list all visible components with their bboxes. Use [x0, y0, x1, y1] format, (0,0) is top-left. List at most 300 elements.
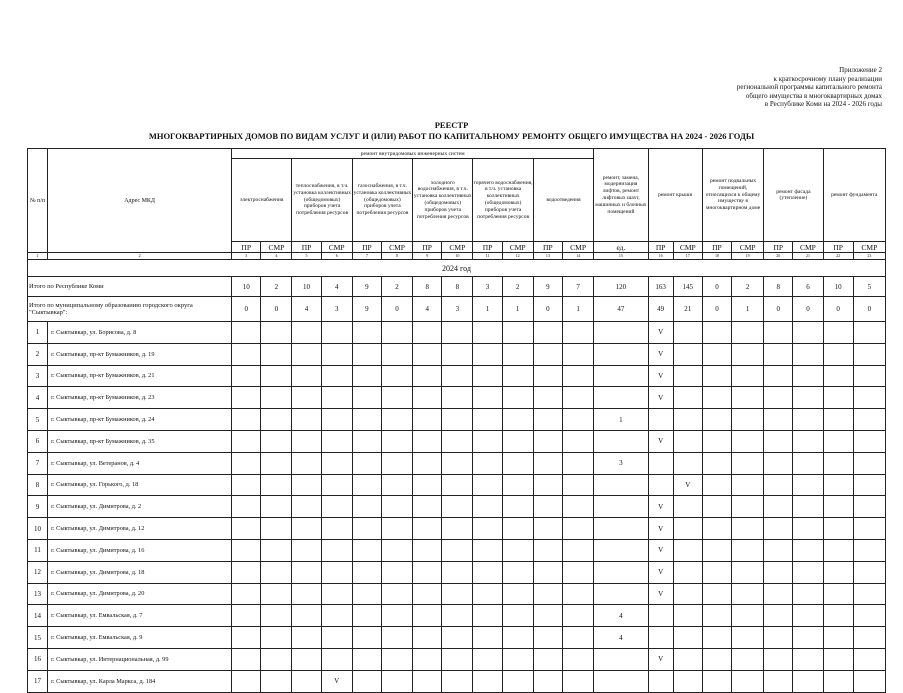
- row-cell: [232, 322, 261, 344]
- column-number: 13: [533, 253, 562, 260]
- totals-value: 120: [594, 277, 648, 297]
- row-cell: [673, 343, 702, 365]
- row-cell: [502, 387, 533, 409]
- row-cell: [533, 670, 562, 692]
- row-mark: 4: [594, 605, 648, 627]
- totals-value: 0: [261, 297, 292, 322]
- row-cell: [261, 627, 292, 649]
- row-cell: [764, 648, 793, 670]
- row-cell: [413, 518, 442, 540]
- row-cell: [232, 561, 261, 583]
- row-cell: [764, 387, 793, 409]
- row-cell: [413, 452, 442, 474]
- row-cell: [594, 496, 648, 518]
- row-cell: [502, 365, 533, 387]
- table-row: [28, 322, 886, 344]
- table-row: [28, 496, 886, 518]
- row-cell: [381, 322, 412, 344]
- row-cell: [793, 343, 823, 365]
- totals-value: 4: [292, 297, 321, 322]
- row-cell: [292, 452, 321, 474]
- column-number: 5: [292, 253, 321, 260]
- row-cell: [442, 670, 473, 692]
- row-cell: [673, 539, 702, 561]
- header-smr: СМР: [562, 242, 593, 253]
- row-cell: [502, 539, 533, 561]
- row-mark: V: [673, 474, 702, 496]
- row-cell: [533, 518, 562, 540]
- row-cell: [562, 561, 593, 583]
- header-smr: СМР: [321, 242, 352, 253]
- column-number: 21: [793, 253, 823, 260]
- row-cell: [321, 583, 352, 605]
- row-cell: [732, 365, 764, 387]
- row-cell: [352, 365, 381, 387]
- row-cell: [442, 539, 473, 561]
- row-cell: [764, 496, 793, 518]
- row-cell: [442, 561, 473, 583]
- appendix-line: общего имущества в многоквартирных домах: [745, 91, 882, 100]
- totals-value: 8: [764, 277, 793, 297]
- row-cell: [764, 343, 793, 365]
- row-cell: [261, 583, 292, 605]
- row-cell: [533, 409, 562, 431]
- row-cell: [413, 496, 442, 518]
- header-smr: СМР: [853, 242, 885, 253]
- row-cell: [381, 430, 412, 452]
- row-cell: [261, 518, 292, 540]
- totals-value: 7: [562, 277, 593, 297]
- table-row: [28, 670, 886, 692]
- row-address: г. Сыктывкар, пр-кт Бумажников, д. 19: [48, 343, 232, 365]
- row-address: г. Сыктывкар, пр-кт Бумажников, д. 23: [48, 387, 232, 409]
- header-smr: СМР: [261, 242, 292, 253]
- row-cell: [702, 496, 731, 518]
- row-cell: [793, 409, 823, 431]
- row-cell: [594, 670, 648, 692]
- row-address: г. Сыктывкар, ул. Димитрова, д. 16: [48, 539, 232, 561]
- row-cell: [562, 322, 593, 344]
- row-cell: [381, 518, 412, 540]
- row-cell: [442, 518, 473, 540]
- row-address: г. Сыктывкар, ул. Димитрова, д. 18: [48, 561, 232, 583]
- row-cell: [594, 430, 648, 452]
- row-cell: [732, 343, 764, 365]
- row-cell: [562, 430, 593, 452]
- row-cell: [702, 605, 731, 627]
- column-number: 23: [853, 253, 885, 260]
- document-subtitle: МНОГОКВАРТИРНЫХ ДОМОВ ПО ВИДАМ УСЛУГ И (ИЛИ) РАБОТ ПО КАПИТАЛЬНОМУ РЕМОНТУ ОБЩЕГО ИМУЩЕСТВА НА 2024 - 2026 ГОДЫ: [148, 131, 755, 141]
- row-cell: [823, 670, 853, 692]
- row-cell: [321, 343, 352, 365]
- row-cell: [562, 648, 593, 670]
- header-pr: ПР: [702, 242, 731, 253]
- row-cell: [502, 583, 533, 605]
- row-cell: [232, 627, 261, 649]
- table-row: [28, 518, 886, 540]
- row-cell: [702, 670, 731, 692]
- header-pr: ПР: [473, 242, 502, 253]
- row-cell: [764, 583, 793, 605]
- row-cell: [261, 409, 292, 431]
- row-cell: [321, 387, 352, 409]
- header-smr: СМР: [673, 242, 702, 253]
- row-number: 14: [28, 605, 48, 627]
- row-cell: [533, 430, 562, 452]
- row-cell: [261, 648, 292, 670]
- row-cell: [442, 627, 473, 649]
- row-cell: [292, 343, 321, 365]
- row-cell: [473, 605, 502, 627]
- row-cell: [764, 430, 793, 452]
- totals-value: 49: [648, 297, 673, 322]
- row-cell: [562, 605, 593, 627]
- row-cell: [673, 648, 702, 670]
- row-cell: [594, 583, 648, 605]
- header-smr: СМР: [502, 242, 533, 253]
- row-cell: [533, 561, 562, 583]
- row-cell: [562, 452, 593, 474]
- row-cell: [823, 343, 853, 365]
- row-cell: [352, 322, 381, 344]
- row-cell: [232, 343, 261, 365]
- row-cell: [648, 670, 673, 692]
- row-cell: [261, 365, 292, 387]
- row-cell: [473, 627, 502, 649]
- row-cell: [292, 583, 321, 605]
- totals-value: 1: [562, 297, 593, 322]
- row-cell: [562, 387, 593, 409]
- row-cell: [853, 605, 885, 627]
- row-cell: [562, 365, 593, 387]
- row-cell: [764, 452, 793, 474]
- row-cell: [321, 627, 352, 649]
- row-number: 15: [28, 627, 48, 649]
- row-cell: [473, 539, 502, 561]
- row-cell: [732, 627, 764, 649]
- row-cell: [853, 474, 885, 496]
- totals-value: 9: [352, 297, 381, 322]
- header-pr: ПР: [413, 242, 442, 253]
- row-cell: [562, 670, 593, 692]
- row-cell: [764, 365, 793, 387]
- row-cell: [442, 496, 473, 518]
- row-cell: [853, 648, 885, 670]
- row-cell: [321, 605, 352, 627]
- row-address: г. Сыктывкар, ул. Емвальская, д. 7: [48, 605, 232, 627]
- row-cell: [502, 409, 533, 431]
- row-cell: [381, 583, 412, 605]
- row-number: 10: [28, 518, 48, 540]
- row-cell: [853, 627, 885, 649]
- row-cell: [352, 343, 381, 365]
- totals-value: 0: [702, 277, 731, 297]
- row-cell: [321, 452, 352, 474]
- row-cell: [292, 627, 321, 649]
- row-cell: [764, 409, 793, 431]
- header-pr: ПР: [823, 242, 853, 253]
- totals-value: 10: [823, 277, 853, 297]
- header-group-engineering: ремонт внутридомовых инженерных систем: [232, 149, 594, 159]
- row-cell: [292, 322, 321, 344]
- row-cell: [823, 409, 853, 431]
- row-cell: [732, 605, 764, 627]
- row-cell: [853, 496, 885, 518]
- row-cell: [352, 387, 381, 409]
- row-cell: [502, 452, 533, 474]
- row-cell: [261, 670, 292, 692]
- row-cell: [292, 648, 321, 670]
- row-cell: [702, 561, 731, 583]
- row-cell: [292, 539, 321, 561]
- row-cell: [732, 583, 764, 605]
- row-cell: [673, 518, 702, 540]
- table-row: [28, 474, 886, 496]
- row-cell: [232, 430, 261, 452]
- registry-body: [28, 253, 886, 693]
- row-address: г. Сыктывкар, ул. Горького, д. 18: [48, 474, 232, 496]
- row-mark: V: [648, 518, 673, 540]
- row-cell: [232, 539, 261, 561]
- row-cell: [413, 583, 442, 605]
- row-cell: [321, 409, 352, 431]
- row-cell: [823, 539, 853, 561]
- column-number: 4: [261, 253, 292, 260]
- row-cell: [823, 496, 853, 518]
- row-cell: [413, 365, 442, 387]
- header-unit: ед.: [594, 242, 648, 253]
- row-cell: [732, 518, 764, 540]
- row-cell: [673, 496, 702, 518]
- header-pr: ПР: [352, 242, 381, 253]
- table-row: [28, 583, 886, 605]
- row-cell: [594, 539, 648, 561]
- row-cell: [533, 343, 562, 365]
- row-number: 9: [28, 496, 48, 518]
- row-cell: [292, 561, 321, 583]
- row-cell: [648, 409, 673, 431]
- totals-value: 0: [853, 297, 885, 322]
- row-mark: V: [321, 670, 352, 692]
- row-cell: [442, 452, 473, 474]
- row-cell: [232, 474, 261, 496]
- column-number: 12: [502, 253, 533, 260]
- row-cell: [702, 648, 731, 670]
- row-cell: [732, 561, 764, 583]
- header-pr: ПР: [764, 242, 793, 253]
- row-cell: [473, 343, 502, 365]
- row-cell: [502, 343, 533, 365]
- totals-value: 0: [764, 297, 793, 322]
- row-cell: [594, 343, 648, 365]
- row-cell: [442, 343, 473, 365]
- row-cell: [793, 518, 823, 540]
- row-cell: [732, 409, 764, 431]
- header-smr: СМР: [381, 242, 412, 253]
- row-cell: [793, 452, 823, 474]
- row-cell: [473, 387, 502, 409]
- row-cell: [321, 365, 352, 387]
- row-cell: [853, 452, 885, 474]
- row-number: 2: [28, 343, 48, 365]
- row-cell: [413, 474, 442, 496]
- row-cell: [232, 518, 261, 540]
- row-cell: [292, 409, 321, 431]
- row-cell: [764, 605, 793, 627]
- row-cell: [594, 322, 648, 344]
- row-cell: [321, 648, 352, 670]
- totals-row: [28, 277, 886, 297]
- row-number: 8: [28, 474, 48, 496]
- row-cell: [823, 474, 853, 496]
- row-mark: 3: [594, 452, 648, 474]
- row-cell: [533, 474, 562, 496]
- totals-value: 2: [732, 277, 764, 297]
- header-roof: ремонт крыши: [648, 149, 702, 242]
- row-cell: [321, 474, 352, 496]
- column-numbers-row: [28, 253, 886, 260]
- row-cell: [321, 430, 352, 452]
- row-cell: [732, 539, 764, 561]
- header-hot-water: горячего водоснабжения, в т.ч. установка коллективных (общедомовых) приборов учета потребления ресурсов: [473, 159, 533, 242]
- row-cell: [442, 583, 473, 605]
- totals-value: 9: [533, 277, 562, 297]
- totals-label: Итого по Республике Коми: [28, 277, 232, 297]
- row-mark: V: [648, 539, 673, 561]
- column-number: 14: [562, 253, 593, 260]
- row-cell: [594, 518, 648, 540]
- row-number: 17: [28, 670, 48, 692]
- row-cell: [702, 583, 731, 605]
- row-number: 12: [28, 561, 48, 583]
- row-cell: [764, 627, 793, 649]
- row-cell: [533, 605, 562, 627]
- table-row: [28, 561, 886, 583]
- row-cell: [292, 430, 321, 452]
- row-cell: [732, 474, 764, 496]
- totals-value: 0: [793, 297, 823, 322]
- row-mark: V: [648, 496, 673, 518]
- header-heating: теплоснабжения, в т.ч. установка коллективных (общедомовых) приборов учета потребления ресурсов: [292, 159, 352, 242]
- row-cell: [853, 561, 885, 583]
- row-cell: [261, 496, 292, 518]
- appendix-line: к краткосрочному плану реализации: [773, 74, 882, 83]
- row-cell: [823, 627, 853, 649]
- totals-value: 4: [413, 297, 442, 322]
- row-cell: [594, 365, 648, 387]
- row-cell: [321, 322, 352, 344]
- row-cell: [381, 627, 412, 649]
- row-cell: [232, 670, 261, 692]
- row-cell: [381, 452, 412, 474]
- row-cell: [292, 605, 321, 627]
- totals-value: 10: [232, 277, 261, 297]
- row-cell: [352, 409, 381, 431]
- totals-value: 1: [502, 297, 533, 322]
- header-address: Адрес МКД: [48, 149, 232, 253]
- row-cell: [413, 561, 442, 583]
- row-cell: [381, 496, 412, 518]
- row-number: 6: [28, 430, 48, 452]
- row-cell: [473, 648, 502, 670]
- appendix-line: в Республике Коми на 2024 - 2026 годы: [764, 100, 882, 109]
- row-cell: [473, 670, 502, 692]
- row-cell: [352, 583, 381, 605]
- totals-value: 6: [793, 277, 823, 297]
- row-cell: [673, 605, 702, 627]
- row-cell: [381, 409, 412, 431]
- row-cell: [853, 322, 885, 344]
- row-cell: [853, 430, 885, 452]
- row-cell: [793, 496, 823, 518]
- row-cell: [442, 474, 473, 496]
- row-cell: [352, 452, 381, 474]
- header-sewage: водоотведения: [533, 159, 594, 242]
- row-cell: [793, 627, 823, 649]
- row-cell: [562, 496, 593, 518]
- row-cell: [648, 627, 673, 649]
- row-cell: [853, 583, 885, 605]
- document-title: РЕЕСТР: [434, 120, 469, 130]
- row-cell: [381, 343, 412, 365]
- row-cell: [232, 452, 261, 474]
- row-cell: [732, 670, 764, 692]
- row-cell: [562, 518, 593, 540]
- row-cell: [502, 561, 533, 583]
- row-cell: [352, 518, 381, 540]
- column-number: 18: [702, 253, 731, 260]
- column-number: 9: [413, 253, 442, 260]
- totals-value: 1: [473, 297, 502, 322]
- row-cell: [823, 452, 853, 474]
- row-cell: [261, 539, 292, 561]
- registry-table: [27, 148, 886, 693]
- row-cell: [562, 343, 593, 365]
- row-cell: [413, 322, 442, 344]
- row-cell: [673, 583, 702, 605]
- row-cell: [533, 627, 562, 649]
- row-cell: [292, 670, 321, 692]
- table-row: [28, 539, 886, 561]
- row-number: 13: [28, 583, 48, 605]
- header-number: № п/п: [28, 149, 48, 253]
- row-address: г. Сыктывкар, пр-кт Бумажников, д. 24: [48, 409, 232, 431]
- row-cell: [321, 496, 352, 518]
- row-cell: [533, 452, 562, 474]
- row-cell: [442, 322, 473, 344]
- row-cell: [673, 670, 702, 692]
- row-cell: [502, 627, 533, 649]
- column-number: 2: [48, 253, 232, 260]
- row-cell: [823, 322, 853, 344]
- row-cell: [442, 605, 473, 627]
- appendix-note: [662, 66, 882, 109]
- row-cell: [732, 322, 764, 344]
- row-mark: V: [648, 648, 673, 670]
- row-cell: [261, 343, 292, 365]
- row-cell: [793, 474, 823, 496]
- row-cell: [502, 430, 533, 452]
- row-cell: [352, 474, 381, 496]
- row-number: 3: [28, 365, 48, 387]
- row-cell: [823, 583, 853, 605]
- row-address: г. Сыктывкар, ул. Димитрова, д. 2: [48, 496, 232, 518]
- column-number: 17: [673, 253, 702, 260]
- totals-label: Итого по муниципальному образованию городского округа "Сыктывкар":: [28, 297, 232, 322]
- totals-value: 2: [261, 277, 292, 297]
- row-number: 4: [28, 387, 48, 409]
- row-cell: [702, 474, 731, 496]
